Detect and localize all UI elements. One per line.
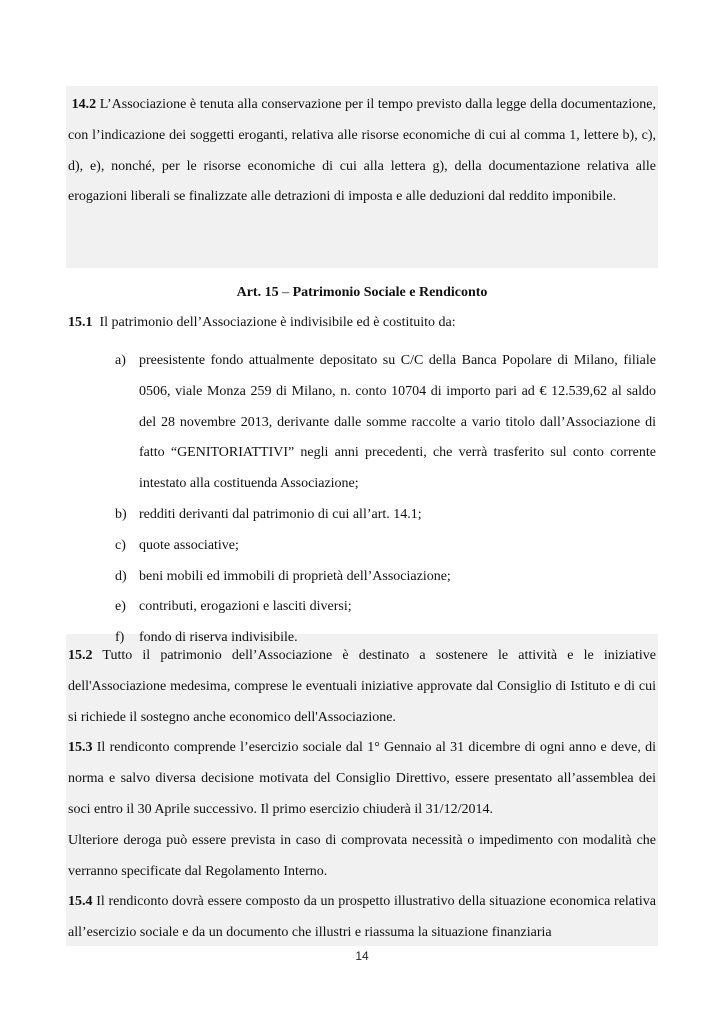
paragraph-15-2 [68, 641, 656, 733]
section-number: 15.3 [68, 740, 93, 756]
section-number: 15.1 [68, 315, 93, 330]
list-marker: c) [115, 537, 126, 553]
list-item [68, 592, 656, 623]
asset-list [68, 346, 656, 654]
section-number: 14.2 [71, 97, 97, 112]
paragraph-15-3 [68, 733, 656, 825]
paragraph-text: Il rendiconto dovrà essere composto da un prospetto illustrativo della situazione economica relativa all’esercizio sociale e da un documento che illustri e riassuma la situazione finanziaria [68, 894, 657, 941]
article-heading [68, 281, 656, 305]
list-item [68, 500, 656, 531]
list-marker: e) [115, 599, 126, 615]
paragraph-text: L’Associazione è tenuta alla conservazione per il tempo previsto dalla legge della documentazione, con l’indicazione dei soggetti eroganti, relativa alle risorse economiche di cui al comma 1, lettere b), c), d), e), nonché, per le risorse economiche di cui alla lettera g), della documentazione relativa alle erogazioni liberali se finalizzate alle detrazioni di imposta e alle deduzioni dal reddito imponibile. [68, 97, 656, 205]
list-item [68, 346, 656, 500]
paragraph-15-1 [68, 308, 656, 339]
list-item-text: redditi derivanti dal patrimonio di cui all’art. 14.1; [139, 506, 422, 522]
list-item [68, 531, 656, 562]
section-number: 15.2 [68, 648, 93, 663]
paragraph-15-4 [68, 887, 656, 949]
article-number: Art. 15 [236, 285, 279, 300]
list-item-text: preesistente fondo attualmente depositato su C/C della Banca Popolare di Milano, filiale 0506, viale Monza 259 di Milano, n. conto 10704 di importo pari ad € 12.539,62 al saldo del 28 novembre 2013, derivante dalle somme raccolte a vario titolo dall’Associazione di fatto “GENITORIATTIVI” negli anni precedenti, che verrà trasferito sul conto corrente intestato alla costituenda Associazione; [139, 353, 656, 492]
paragraphs-15-2-to-15-4 [68, 641, 656, 949]
list-item-text: beni mobili ed immobili di proprietà dell’Associazione; [139, 568, 451, 584]
list-item-text: contributi, erogazioni e lasciti diversi; [139, 599, 352, 615]
list-item [68, 562, 656, 593]
paragraph-14-2 [68, 90, 656, 213]
article-dash: – [278, 285, 293, 300]
list-marker: f) [115, 630, 125, 646]
section-number: 15.4 [68, 894, 93, 910]
paragraph-text: Il patrimonio dell’Associazione è indivisibile ed è costituito da: [99, 315, 456, 330]
paragraph-15-3-extra: Ulteriore deroga può essere prevista in caso di comprovata necessità o impedimento con modalità che verranno specificate dal Regolamento Interno. [68, 832, 656, 879]
list-marker: b) [115, 506, 127, 522]
paragraph-text: Il rendiconto comprende l’esercizio sociale dal 1° Gennaio al 31 dicembre di ogni anno e deve, di norma e salvo diversa decisione motivata del Consiglio Direttivo, essere presentato all’assemblea dei soci entro il 30 Aprile successivo. Il primo esercizio chiuderà il 31/12/2014. [68, 740, 657, 817]
list-marker: a) [115, 353, 126, 368]
page-number: 14 [355, 949, 369, 963]
paragraph-text: Tutto il patrimonio dell’Associazione è destinato a sostenere le attività e le iniziative dell'Associazione medesima, comprese le eventuali iniziative approvate dal Consiglio di Istituto e di cui si richiede il sostegno anche economico dell'Associazione. [68, 648, 656, 725]
list-item-text: fondo di riserva indivisibile. [139, 630, 298, 646]
article-title: Patrimonio Sociale e Rendiconto [292, 285, 488, 300]
list-marker: d) [115, 568, 127, 584]
list-item-text: quote associative; [139, 537, 239, 553]
